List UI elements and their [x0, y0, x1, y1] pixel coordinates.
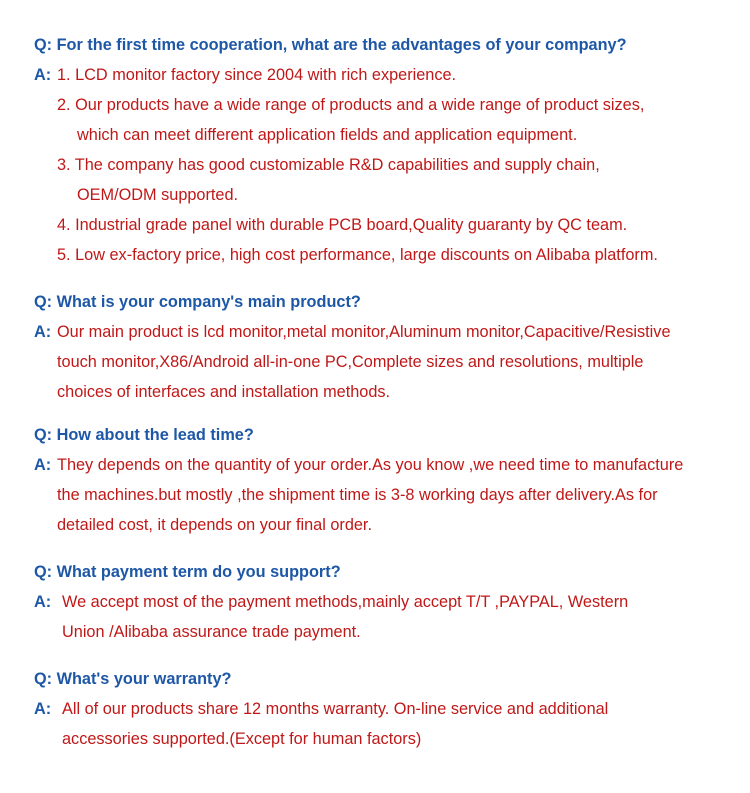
question-text: Q: What payment term do you support? — [34, 563, 341, 581]
answer-prefix: A: — [34, 593, 52, 611]
answer-prefix: A: — [34, 700, 52, 718]
question-text: Q: What is your company's main product? — [34, 293, 361, 311]
answer-line: the machines.but mostly ,the shipment time is 3-8 working days after delivery.As for — [57, 486, 658, 504]
answer-line: touch monitor,X86/Android all-in-one PC,Complete sizes and resolutions, multiple — [57, 353, 644, 371]
question-text: Q: For the first time cooperation, what are the advantages of your company? — [34, 36, 627, 54]
answer-prefix: A: — [34, 66, 52, 84]
answer-line: 4. Industrial grade panel with durable PCB board,Quality guaranty by QC team. — [57, 216, 628, 234]
answer-line: choices of interfaces and installation methods. — [57, 383, 391, 401]
answer-line: All of our products share 12 months warranty. On-line service and additional — [62, 700, 609, 718]
answer-line: OEM/ODM supported. — [77, 186, 239, 204]
answer-line: 3. The company has good customizable R&D capabilities and supply chain, — [57, 156, 600, 174]
answer-line: Union /Alibaba assurance trade payment. — [62, 623, 361, 641]
answer-line: 1. LCD monitor factory since 2004 with rich experience. — [57, 66, 457, 84]
answer-line: They depends on the quantity of your order.As you know ,we need time to manufacture — [57, 456, 684, 474]
answer-line: detailed cost, it depends on your final order. — [57, 516, 372, 534]
answer-line: We accept most of the payment methods,mainly accept T/T ,PAYPAL, Western — [62, 593, 629, 611]
answer-line: which can meet different application fields and application equipment. — [77, 126, 578, 144]
answer-line: Our main product is lcd monitor,metal monitor,Aluminum monitor,Capacitive/Resistive — [57, 323, 671, 341]
question-text: Q: What's your warranty? — [34, 670, 232, 688]
answer-line: accessories supported.(Except for human factors) — [62, 730, 422, 748]
answer-line: 2. Our products have a wide range of products and a wide range of product sizes, — [57, 96, 645, 114]
answer-prefix: A: — [34, 456, 52, 474]
answer-line: 5. Low ex-factory price, high cost performance, large discounts on Alibaba platform. — [57, 246, 658, 264]
answer-prefix: A: — [34, 323, 52, 341]
question-text: Q: How about the lead time? — [34, 426, 254, 444]
